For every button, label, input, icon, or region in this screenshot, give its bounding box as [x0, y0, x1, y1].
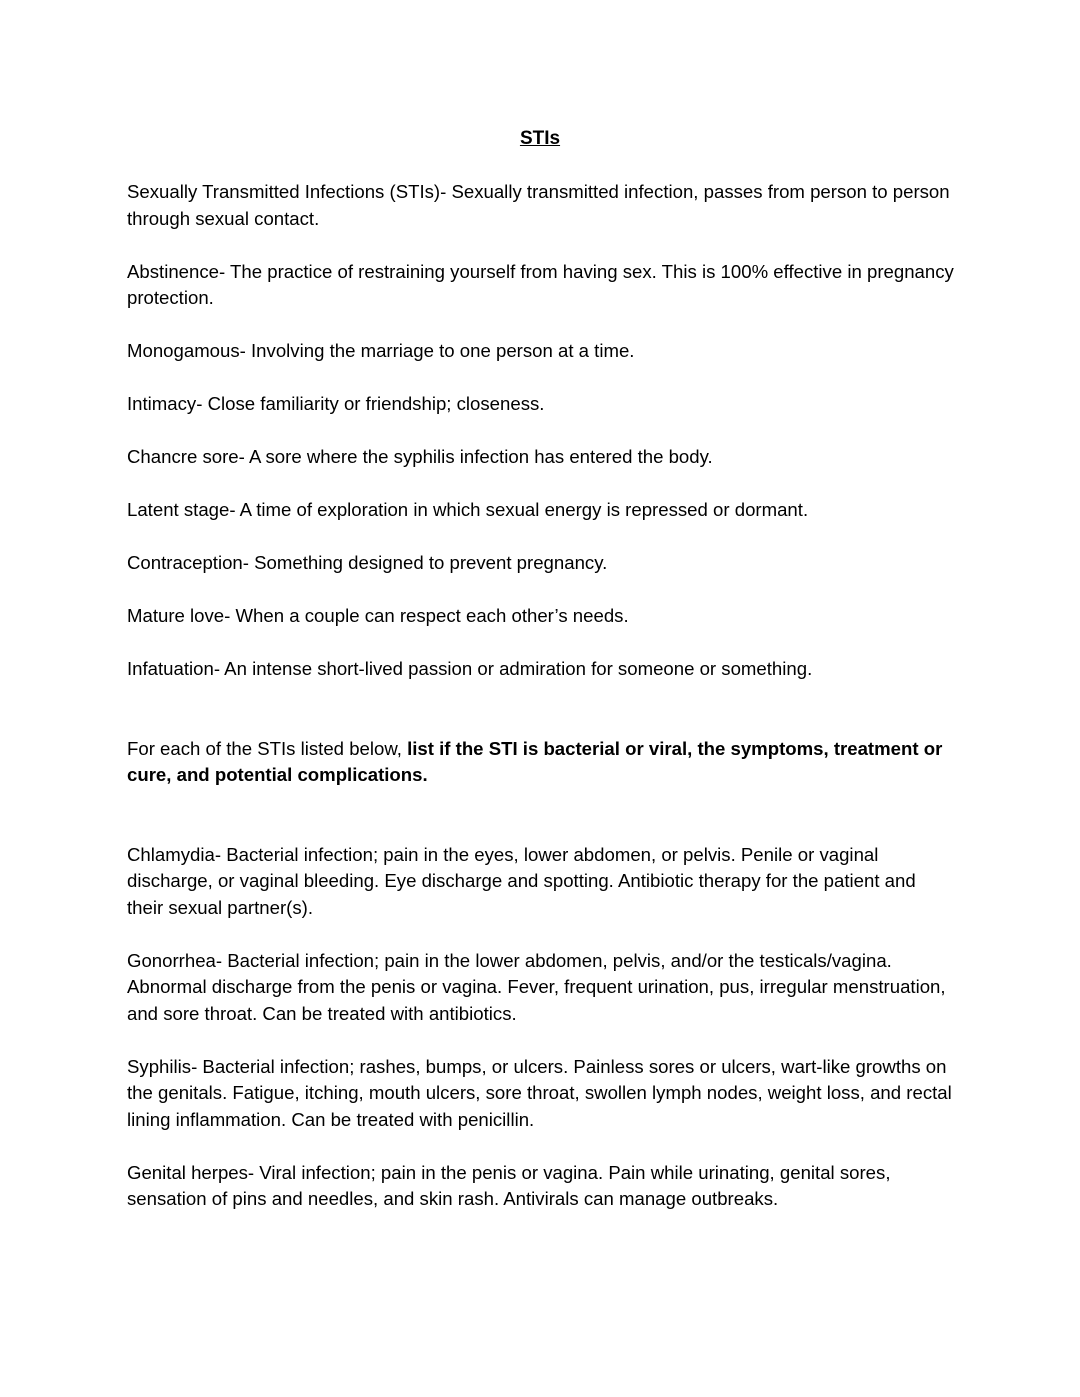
definition-paragraph: Infatuation- An intense short-lived passion or admiration for someone or something.: [127, 658, 813, 679]
page-title: STIs: [519, 128, 561, 149]
definition-paragraph: Latent stage- A time of exploration in which sexual energy is repressed or dormant.: [127, 499, 809, 520]
instructions-emphasis: list if the STI is bacterial or viral, the symptoms, treatment or cure, and potential complications.: [127, 737, 943, 785]
definition-paragraph: Monogamous- Involving the marriage to one person at a time.: [127, 340, 635, 361]
sti-paragraph-genital-herpes: Genital herpes- Viral infection; pain in the penis or vagina. Pain while urinating, genital sores, sensation of pins and needles, and skin rash. Antivirals can manage outbreaks.: [127, 1161, 891, 1209]
sti-paragraph-chlamydia: Chlamydia- Bacterial infection; pain in the eyes, lower abdomen, or pelvis. Penile or vaginal discharge, or vaginal bleeding. Eye discharge and spotting. Antibiotic therapy for the patient and their sexual partner(s).: [127, 843, 916, 918]
definition-paragraph: Abstinence- The practice of restraining yourself from having sex. This is 100% effective in pregnancy protection.: [127, 260, 954, 308]
definition-paragraph: Sexually Transmitted Infections (STIs)- Sexually transmitted infection, passes from person to person through sexual contact.: [127, 181, 950, 229]
document-body: [127, 179, 957, 1239]
sti-paragraph-gonorrhea: Gonorrhea- Bacterial infection; pain in the lower abdomen, pelvis, and/or the testicals/vagina. Abnormal discharge from the penis or vagina. Fever, frequent urination, pus, irregular menstruation, and sore throat. Can be treated with antibiotics.: [127, 949, 946, 1024]
instructions-text: For each of the STIs listed below,: [127, 737, 408, 759]
definition-paragraph: Mature love- When a couple can respect each other’s needs.: [127, 605, 629, 626]
definition-paragraph: Chancre sore- A sore where the syphilis infection has entered the body.: [127, 446, 713, 467]
definition-paragraph: Intimacy- Close familiarity or friendship; closeness.: [127, 393, 545, 414]
definition-paragraph: Contraception- Something designed to prevent pregnancy.: [127, 552, 608, 573]
sti-paragraph-syphilis: Syphilis- Bacterial infection; rashes, bumps, or ulcers. Painless sores or ulcers, wart-like growths on the genitals. Fatigue, itching, mouth ulcers, sore throat, swollen lymph nodes, weight loss, and rectal lining inflammation. Can be treated with penicillin.: [127, 1055, 952, 1130]
instructions-paragraph: [127, 736, 957, 789]
